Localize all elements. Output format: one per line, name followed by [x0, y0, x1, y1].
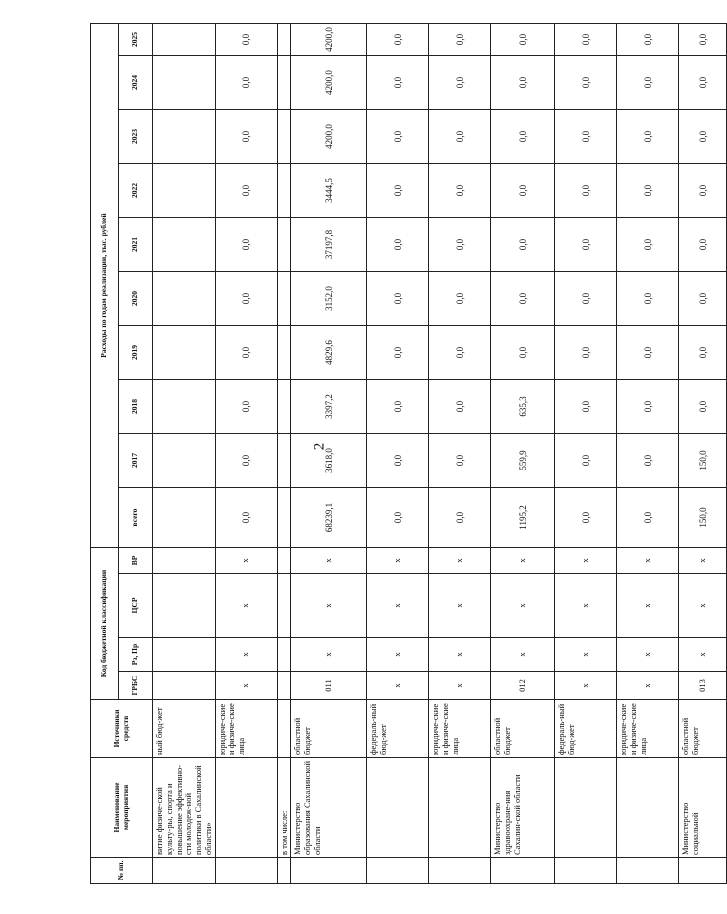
- row-value: 0,0: [215, 272, 277, 326]
- row-code: 013: [679, 672, 727, 700]
- row-name: [367, 758, 429, 858]
- table-row: [617, 23, 679, 883]
- row-code: x: [429, 672, 491, 700]
- row-value: 0,0: [367, 380, 429, 434]
- row-value: 0,0: [215, 164, 277, 218]
- row-code: x: [429, 638, 491, 672]
- row-value: 0,0: [367, 434, 429, 488]
- row-name: Министерство социальной: [679, 758, 727, 858]
- row-value: 0,0: [617, 23, 679, 55]
- row-num: [277, 858, 291, 884]
- row-code: [277, 638, 291, 672]
- row-value: [153, 380, 216, 434]
- row-value: 0,0: [555, 23, 617, 55]
- header-expenses-group: Расходы по годам реализации, тыс. рублей: [91, 23, 119, 547]
- row-value: [277, 164, 291, 218]
- row-value: 0,0: [367, 218, 429, 272]
- row-code: x: [617, 672, 679, 700]
- row-value: [277, 272, 291, 326]
- row-value: 0,0: [491, 164, 555, 218]
- row-name: [429, 758, 491, 858]
- row-name: Министерство образования Сахалинской области: [291, 758, 367, 858]
- row-value: 4200,0: [291, 23, 367, 55]
- header-year: 2024: [119, 56, 153, 110]
- row-value: 0,0: [367, 56, 429, 110]
- table-row: [291, 23, 367, 883]
- header-year: 2019: [119, 326, 153, 380]
- row-value: 0,0: [429, 326, 491, 380]
- table-row: [215, 23, 277, 883]
- row-value: [153, 272, 216, 326]
- row-value: 1195,2: [491, 488, 555, 548]
- row-value: 4200,0: [291, 110, 367, 164]
- row-name: в том числе:: [277, 758, 291, 858]
- row-value: [277, 110, 291, 164]
- row-value: [277, 56, 291, 110]
- row-code: x: [555, 548, 617, 574]
- row-value: 0,0: [679, 56, 727, 110]
- row-value: [277, 218, 291, 272]
- row-name: [617, 758, 679, 858]
- row-code: [277, 672, 291, 700]
- row-value: 0,0: [555, 110, 617, 164]
- row-code: x: [679, 638, 727, 672]
- row-value: 0,0: [429, 164, 491, 218]
- row-value: [153, 23, 216, 55]
- row-value: 0,0: [429, 272, 491, 326]
- row-code: 012: [491, 672, 555, 700]
- row-num: [153, 858, 216, 884]
- row-value: 635,3: [491, 380, 555, 434]
- header-code: ЦСР: [119, 574, 153, 638]
- row-num: [555, 858, 617, 884]
- row-value: 0,0: [215, 488, 277, 548]
- row-value: 0,0: [617, 326, 679, 380]
- row-value: [153, 56, 216, 110]
- row-source: областной бюджет: [491, 700, 555, 758]
- table-row: [555, 23, 617, 883]
- row-value: 0,0: [617, 56, 679, 110]
- row-value: [153, 488, 216, 548]
- row-value: 37197,8: [291, 218, 367, 272]
- row-code: x: [617, 574, 679, 638]
- row-value: 0,0: [679, 272, 727, 326]
- row-value: 0,0: [367, 23, 429, 55]
- row-value: 0,0: [555, 218, 617, 272]
- row-value: 4829,6: [291, 326, 367, 380]
- row-value: 0,0: [215, 434, 277, 488]
- row-value: 0,0: [617, 164, 679, 218]
- header-year: 2022: [119, 164, 153, 218]
- row-value: 0,0: [367, 272, 429, 326]
- row-value: 0,0: [429, 434, 491, 488]
- row-value: 0,0: [429, 488, 491, 548]
- row-code: [153, 574, 216, 638]
- row-num: [215, 858, 277, 884]
- row-value: 4200,0: [291, 56, 367, 110]
- header-budget-code-group: Код бюджетной классификации: [91, 548, 119, 700]
- row-code: x: [555, 574, 617, 638]
- row-value: [153, 110, 216, 164]
- row-value: [153, 326, 216, 380]
- row-value: 0,0: [679, 218, 727, 272]
- budget-table: [90, 23, 727, 884]
- page-number: 2: [311, 442, 328, 451]
- row-code: x: [429, 548, 491, 574]
- row-code: 011: [291, 672, 367, 700]
- row-code: x: [555, 672, 617, 700]
- row-code: x: [491, 548, 555, 574]
- row-value: 0,0: [491, 272, 555, 326]
- row-code: x: [367, 638, 429, 672]
- header-code: Рз, Пр: [119, 638, 153, 672]
- row-value: 0,0: [215, 380, 277, 434]
- row-value: [277, 434, 291, 488]
- row-source: областной бюджет: [679, 700, 727, 758]
- row-code: x: [491, 574, 555, 638]
- row-value: 0,0: [429, 56, 491, 110]
- row-value: 0,0: [555, 434, 617, 488]
- row-value: 0,0: [679, 380, 727, 434]
- row-source: юридиче-ские и физиче-ские лица: [215, 700, 277, 758]
- row-name: [215, 758, 277, 858]
- row-value: 0,0: [215, 56, 277, 110]
- row-source: областной бюджет: [291, 700, 367, 758]
- row-value: 150,0: [679, 434, 727, 488]
- row-num: [679, 858, 727, 884]
- row-name: [555, 758, 617, 858]
- row-code: x: [491, 638, 555, 672]
- row-value: 0,0: [617, 272, 679, 326]
- table-row: [153, 23, 216, 883]
- row-value: 0,0: [617, 380, 679, 434]
- row-value: 0,0: [679, 164, 727, 218]
- row-value: 0,0: [367, 326, 429, 380]
- row-code: [277, 574, 291, 638]
- row-value: [277, 380, 291, 434]
- row-value: 0,0: [367, 488, 429, 548]
- row-value: 0,0: [617, 488, 679, 548]
- header-year: 2020: [119, 272, 153, 326]
- row-value: 3618,0: [291, 434, 367, 488]
- row-value: 0,0: [215, 326, 277, 380]
- row-code: x: [291, 574, 367, 638]
- row-value: 0,0: [617, 218, 679, 272]
- row-value: 0,0: [491, 23, 555, 55]
- row-code: x: [291, 548, 367, 574]
- header-year: 2021: [119, 218, 153, 272]
- header-year: 2023: [119, 110, 153, 164]
- row-value: 0,0: [429, 380, 491, 434]
- table-row: [491, 23, 555, 883]
- header-year: 2018: [119, 380, 153, 434]
- row-code: [277, 548, 291, 574]
- row-value: 0,0: [679, 23, 727, 55]
- row-code: x: [679, 548, 727, 574]
- header-year: 2025: [119, 23, 153, 55]
- row-value: 3397,2: [291, 380, 367, 434]
- row-value: 0,0: [555, 326, 617, 380]
- row-value: 0,0: [215, 23, 277, 55]
- table-body: [153, 23, 727, 883]
- row-code: x: [617, 638, 679, 672]
- header-num: № пп.: [91, 858, 153, 884]
- row-value: 0,0: [215, 110, 277, 164]
- header-year: всего: [119, 488, 153, 548]
- row-value: 0,0: [367, 110, 429, 164]
- row-code: x: [291, 638, 367, 672]
- row-code: x: [367, 574, 429, 638]
- row-name: витие физиче-ской культу-ры, спорта и повышение эффективно-сти молодеж-ной политики в Сахалинской области»: [153, 758, 216, 858]
- row-source: [277, 700, 291, 758]
- row-source: юридиче-ские и физиче-ские лица: [617, 700, 679, 758]
- row-source: ный бюд-жет: [153, 700, 216, 758]
- table-row: [367, 23, 429, 883]
- row-num: [291, 858, 367, 884]
- row-value: 0,0: [617, 110, 679, 164]
- row-source: федераль-ный бюд-жет: [367, 700, 429, 758]
- row-source: юридиче-ские и физиче-ские лица: [429, 700, 491, 758]
- header-name: Наименование мероприятия: [91, 758, 153, 858]
- row-value: 0,0: [215, 218, 277, 272]
- header-source: Источники средств: [91, 700, 153, 758]
- row-value: 0,0: [679, 110, 727, 164]
- row-code: x: [617, 548, 679, 574]
- row-value: 0,0: [491, 110, 555, 164]
- row-source: федераль-ный бюд-жет: [555, 700, 617, 758]
- row-value: 3444,5: [291, 164, 367, 218]
- row-value: 0,0: [555, 164, 617, 218]
- row-value: 0,0: [491, 218, 555, 272]
- row-value: 559,9: [491, 434, 555, 488]
- row-code: [153, 548, 216, 574]
- table-row: [679, 23, 727, 883]
- row-name: Министерство здравоохране-ния Сахалин-ской области: [491, 758, 555, 858]
- row-code: x: [215, 548, 277, 574]
- row-num: [617, 858, 679, 884]
- header-code: ГРБС: [119, 672, 153, 700]
- row-code: [153, 672, 216, 700]
- row-num: [491, 858, 555, 884]
- row-num: [367, 858, 429, 884]
- row-value: 0,0: [491, 56, 555, 110]
- row-value: [153, 164, 216, 218]
- header-year: 2017: [119, 434, 153, 488]
- row-value: 0,0: [555, 488, 617, 548]
- row-code: x: [555, 638, 617, 672]
- row-code: x: [215, 672, 277, 700]
- row-value: 0,0: [617, 434, 679, 488]
- row-value: 0,0: [555, 272, 617, 326]
- row-value: [153, 434, 216, 488]
- row-code: x: [215, 574, 277, 638]
- rotated-page: [90, 24, 708, 884]
- row-code: x: [367, 672, 429, 700]
- row-value: 3152,0: [291, 272, 367, 326]
- row-code: x: [429, 574, 491, 638]
- row-code: x: [215, 638, 277, 672]
- row-value: 0,0: [367, 164, 429, 218]
- row-value: 0,0: [429, 218, 491, 272]
- row-value: [153, 218, 216, 272]
- row-value: [277, 488, 291, 548]
- row-value: [277, 326, 291, 380]
- row-code: x: [367, 548, 429, 574]
- row-value: [277, 23, 291, 55]
- table-row: [277, 23, 291, 883]
- header-code: ВР: [119, 548, 153, 574]
- row-value: 68239,1: [291, 488, 367, 548]
- row-code: [153, 638, 216, 672]
- table-row: [429, 23, 491, 883]
- row-code: x: [679, 574, 727, 638]
- row-value: 0,0: [491, 326, 555, 380]
- row-num: [429, 858, 491, 884]
- row-value: 0,0: [429, 110, 491, 164]
- row-value: 0,0: [555, 56, 617, 110]
- row-value: 0,0: [555, 380, 617, 434]
- row-value: 150,0: [679, 488, 727, 548]
- row-value: 0,0: [679, 326, 727, 380]
- row-value: 0,0: [429, 23, 491, 55]
